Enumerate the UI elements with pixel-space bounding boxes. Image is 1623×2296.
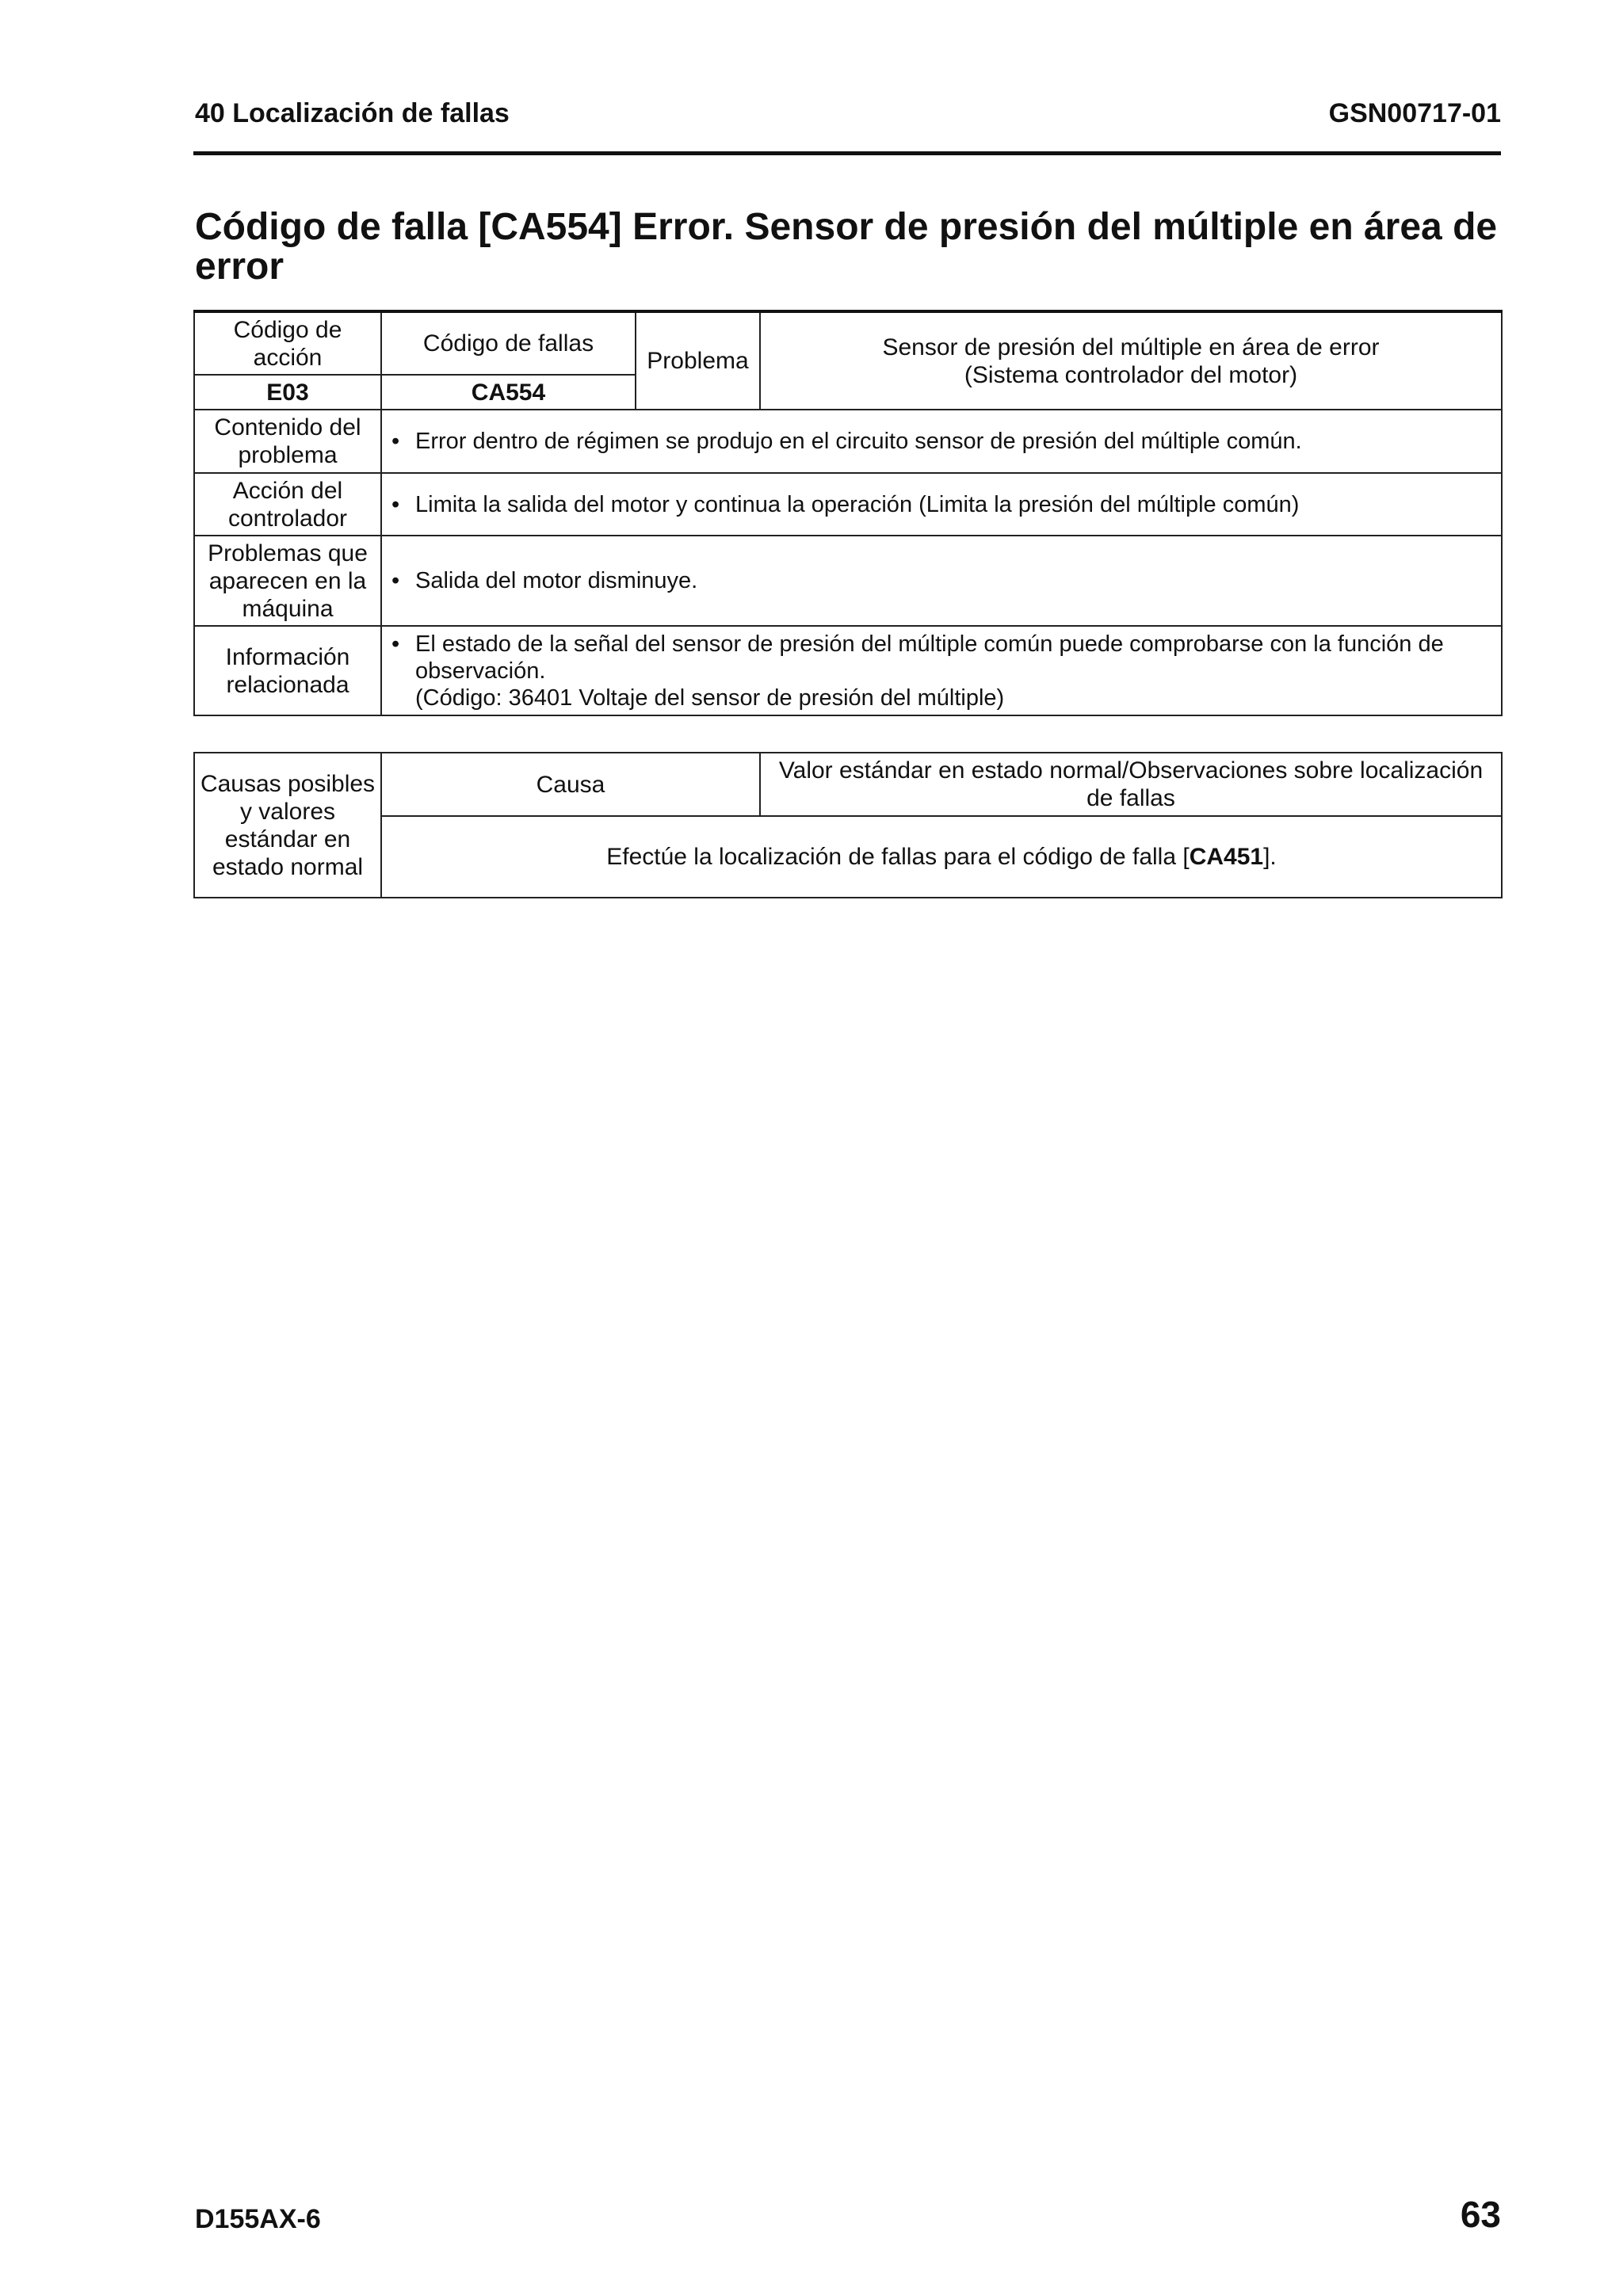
standard-column-header: Valor estándar en estado normal/Observaciones sobre localización de fallas xyxy=(760,753,1502,816)
problem-content-label: Contenido del problema xyxy=(194,410,381,473)
cause-column-header: Causa xyxy=(381,753,760,816)
bullet-icon: • xyxy=(391,631,400,657)
header-rule xyxy=(193,151,1501,155)
related-info-code: (Código: 36401 Voltaje del sensor de presión del múltiple) xyxy=(415,685,1005,711)
problem-content-value xyxy=(381,410,1502,473)
problem-content-text: Error dentro de régimen se produjo en el circuito sensor de presión del múltiple común. xyxy=(415,429,1302,454)
problem-value-line2: (Sistema controlador del motor) xyxy=(964,361,1298,388)
page-title: Código de falla [CA554] Error. Sensor de presión del múltiple en área de error xyxy=(195,206,1498,288)
troubleshooting-instruction xyxy=(381,816,1502,898)
bullet-icon: • xyxy=(391,429,400,454)
header-doc-code: GSN00717-01 xyxy=(1328,98,1501,128)
header-section: 40 Localización de fallas xyxy=(195,98,510,128)
related-info-value xyxy=(381,626,1502,715)
action-code-value: E03 xyxy=(194,375,381,410)
related-info-text: El estado de la señal del sensor de presión del múltiple común puede comprobarse con la función de observación. xyxy=(415,631,1444,684)
related-info-label: Información relacionada xyxy=(194,626,381,715)
footer-model: D155AX-6 xyxy=(195,2204,321,2234)
page-number: 63 xyxy=(1460,2194,1501,2235)
machine-problems-text: Salida del motor disminuye. xyxy=(415,568,698,593)
bullet-icon: • xyxy=(391,568,400,593)
causes-table xyxy=(193,752,1503,898)
problem-label: Problema xyxy=(636,311,760,410)
action-code-label: Código de acción xyxy=(194,311,381,375)
controller-action-text: Limita la salida del motor y continua la operación (Limita la presión del múltiple común) xyxy=(415,491,1300,517)
instruction-suffix: ]. xyxy=(1263,844,1277,870)
instruction-prefix: Efectúe la localización de fallas para el código de falla [ xyxy=(606,844,1190,870)
problem-value xyxy=(760,311,1502,410)
controller-action-value xyxy=(381,473,1502,536)
fault-code-label: Código de fallas xyxy=(381,311,636,375)
fault-info-table xyxy=(193,310,1503,716)
machine-problems-value xyxy=(381,536,1502,626)
instruction-fault-code: CA451 xyxy=(1189,844,1264,870)
causes-side-label: Causas posibles y valores estándar en estado normal xyxy=(194,753,381,898)
problem-value-line1: Sensor de presión del múltiple en área de error xyxy=(882,334,1380,360)
fault-code-value: CA554 xyxy=(381,375,636,410)
machine-problems-label: Problemas que aparecen en la máquina xyxy=(194,536,381,626)
bullet-icon: • xyxy=(391,491,400,517)
controller-action-label: Acción del controlador xyxy=(194,473,381,536)
